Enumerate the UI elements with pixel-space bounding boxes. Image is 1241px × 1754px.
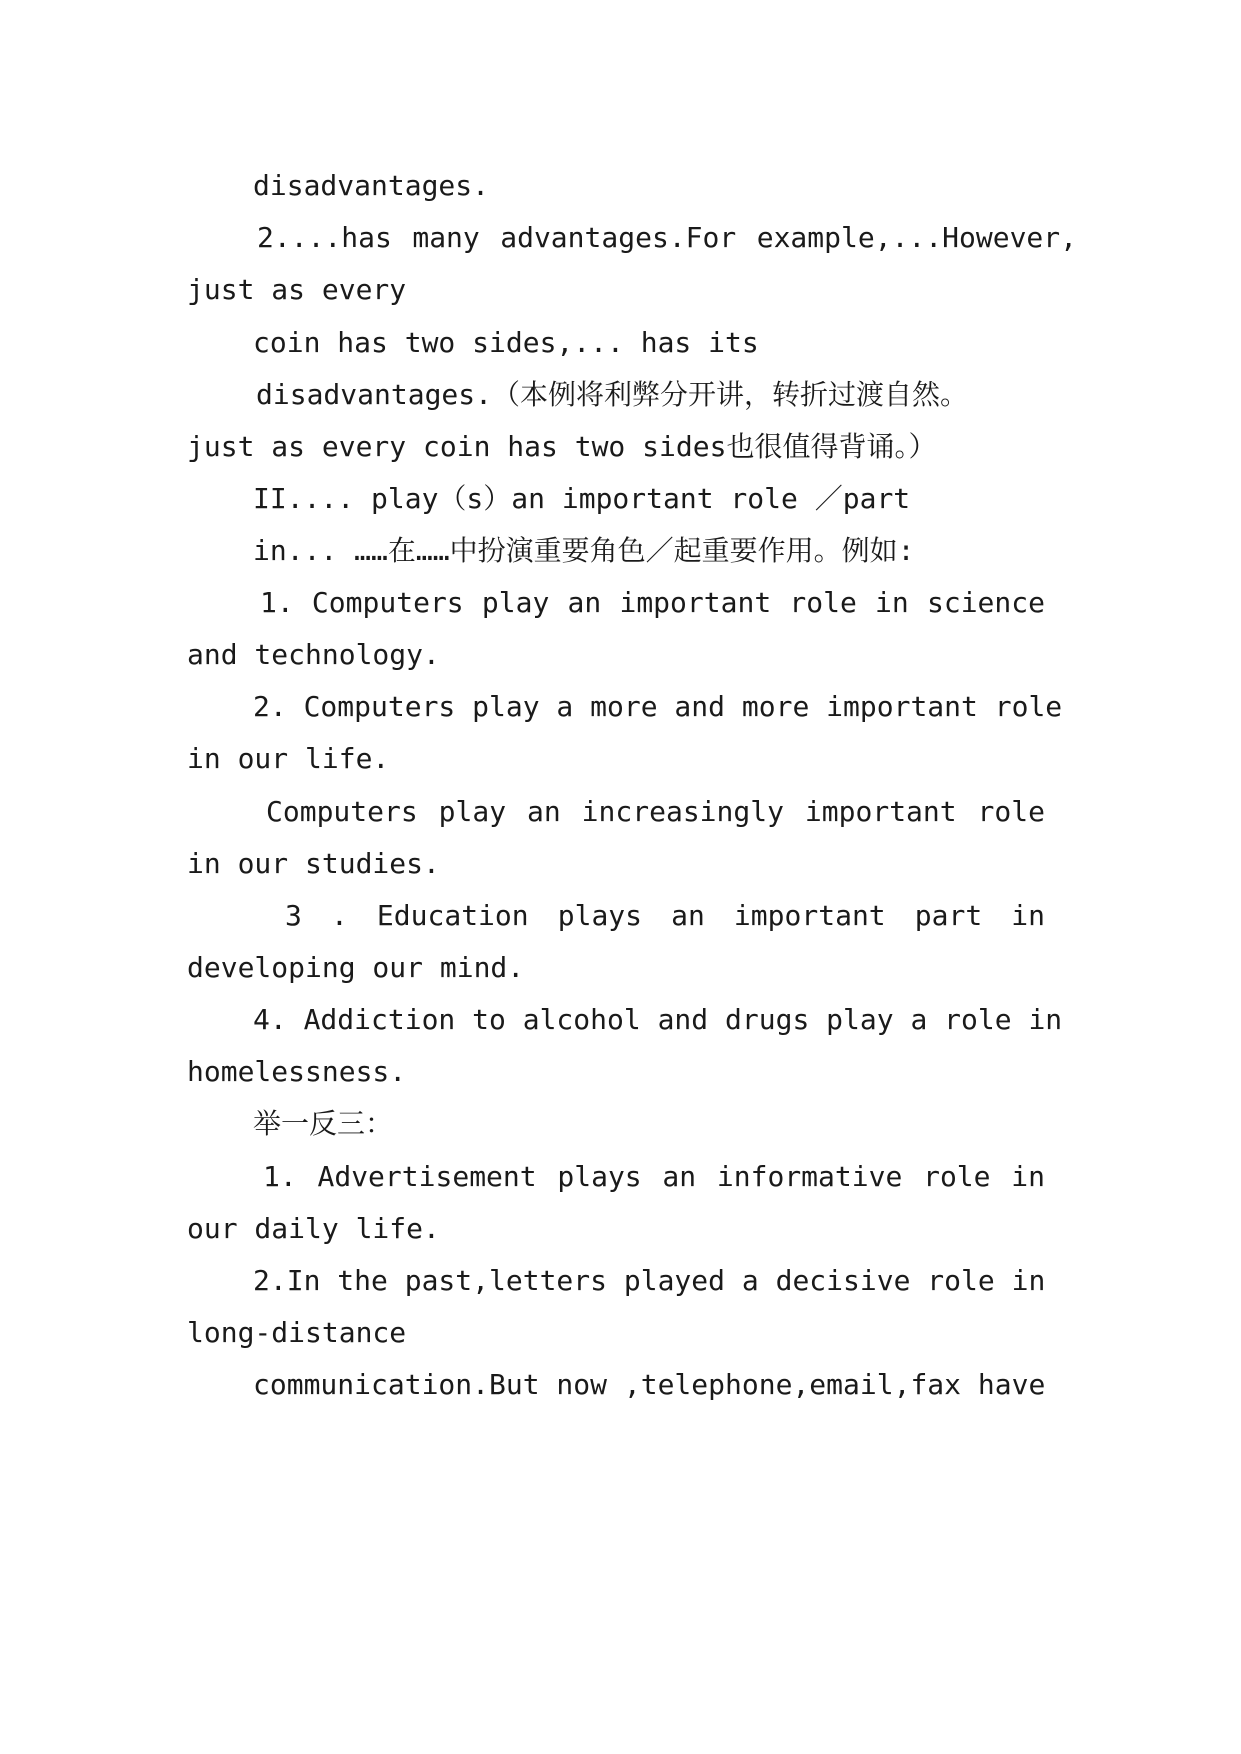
text-line: homelessness.: [187, 1055, 407, 1088]
text-line: 2.In the past,letters played a decisive role in: [253, 1264, 1046, 1297]
text-line: developing our mind.: [187, 951, 525, 984]
text-line: in our life.: [187, 742, 390, 775]
text-line: II.... play（s）an important role ／part: [253, 482, 911, 515]
text-line: just as every: [187, 273, 407, 306]
text-line: 举一反三：: [253, 1107, 394, 1140]
text-line: Computers play an increasingly important role: [266, 795, 1045, 828]
text-line: in... ……在……中扮演重要角色／起重要作用。例如:: [253, 534, 915, 567]
text-line: disadvantages.: [253, 169, 490, 202]
text-line: communication.But now ,telephone,email,fax have: [253, 1368, 1046, 1401]
text-line: 4. Addiction to alcohol and drugs play a role in: [253, 1003, 1063, 1036]
text-line: disadvantages.（本例将利弊分开讲，转折过渡自然。: [256, 378, 969, 411]
text-line: 2. Computers play a more and more important role: [253, 690, 1063, 723]
text-line: 1. Computers play an important role in science: [260, 586, 1045, 619]
text-line: just as every coin has two sides也很值得背诵。）: [187, 430, 937, 463]
text-line: long-distance: [187, 1316, 407, 1349]
text-line: in our studies.: [187, 847, 440, 880]
text-line: 3 . Education plays an important part in: [285, 899, 1045, 932]
text-line: and technology.: [187, 638, 440, 671]
text-line: our daily life.: [187, 1212, 440, 1245]
text-line: coin has two sides,... has its: [253, 326, 759, 359]
text-line: 2....has many advantages.For example,...However,: [257, 221, 1077, 254]
text-line: 1. Advertisement plays an informative role in: [263, 1160, 1045, 1193]
